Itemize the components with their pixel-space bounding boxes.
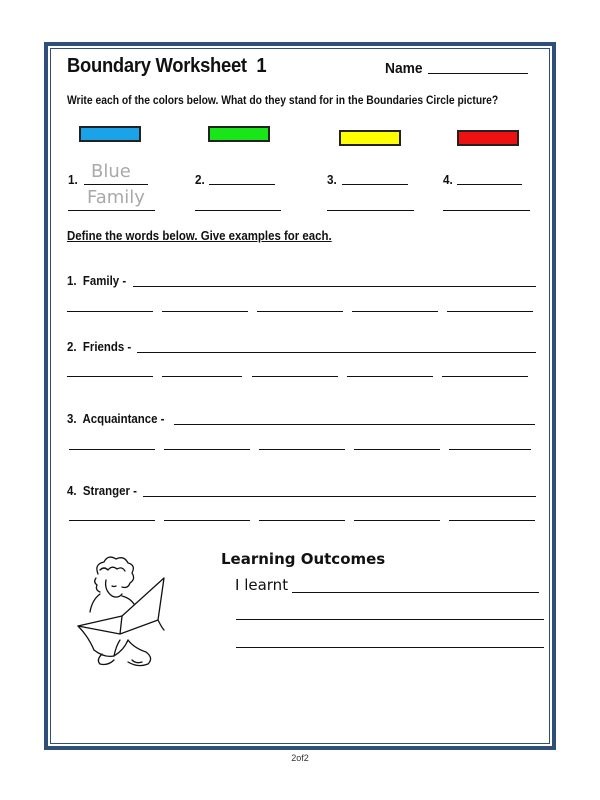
color-meaning-field-3[interactable] <box>327 210 414 211</box>
traced-answer-meaning-1: Family <box>87 187 145 208</box>
child-reading-illustration <box>72 556 182 668</box>
name-label: Name <box>385 60 423 77</box>
example-field-family-2[interactable] <box>162 311 248 312</box>
example-field-acquaintance-2[interactable] <box>164 449 250 450</box>
example-field-family-5[interactable] <box>447 311 533 312</box>
color-number-1: 1. <box>68 172 78 187</box>
color-instructions: Write each of the colors below. What do they stand for in the Boundaries Circle picture? <box>67 93 499 107</box>
learning-outcomes-title: Learning Outcomes <box>221 550 386 568</box>
color-swatch-red <box>457 130 519 146</box>
color-meaning-field-4[interactable] <box>443 210 530 211</box>
learning-outcomes-prompt: I learnt <box>235 576 289 594</box>
color-answer-field-4[interactable] <box>457 184 522 185</box>
color-answer-field-2[interactable] <box>209 184 275 185</box>
definition-field-acquaintance[interactable] <box>174 424 535 425</box>
color-swatch-yellow <box>339 130 401 146</box>
example-field-family-1[interactable] <box>67 311 153 312</box>
color-meaning-field-1[interactable] <box>68 210 155 211</box>
word-label-friends: 2. Friends - <box>67 339 132 354</box>
example-field-family-4[interactable] <box>352 311 438 312</box>
definition-field-family[interactable] <box>133 286 536 287</box>
example-field-acquaintance-3[interactable] <box>259 449 345 450</box>
color-swatch-blue <box>79 126 141 142</box>
example-field-friends-3[interactable] <box>252 376 338 377</box>
example-field-stranger-2[interactable] <box>164 520 250 521</box>
definition-field-stranger[interactable] <box>143 496 536 497</box>
definition-field-friends[interactable] <box>137 352 536 353</box>
learning-outcome-field-3[interactable] <box>236 647 544 648</box>
color-number-2: 2. <box>195 172 205 187</box>
child-reading-icon <box>72 556 182 668</box>
example-field-friends-4[interactable] <box>347 376 433 377</box>
page-number: 2of2 <box>291 753 309 763</box>
example-field-stranger-4[interactable] <box>354 520 440 521</box>
word-label-stranger: 4. Stranger - <box>67 483 137 498</box>
color-meaning-field-2[interactable] <box>195 210 281 211</box>
color-answer-field-1[interactable] <box>84 184 148 185</box>
word-label-family: 1. Family - <box>67 273 127 288</box>
color-answer-field-3[interactable] <box>342 184 408 185</box>
color-number-3: 3. <box>327 172 337 187</box>
example-field-friends-5[interactable] <box>442 376 528 377</box>
example-field-stranger-1[interactable] <box>69 520 155 521</box>
name-field[interactable] <box>428 73 528 74</box>
example-field-friends-2[interactable] <box>162 376 242 377</box>
example-field-friends-1[interactable] <box>67 376 153 377</box>
example-field-acquaintance-1[interactable] <box>69 449 155 450</box>
color-number-4: 4. <box>443 172 453 187</box>
learning-outcome-field-1[interactable] <box>292 592 539 593</box>
worksheet-title: Boundary Worksheet 1 <box>67 55 267 77</box>
word-label-acquaintance: 3. Acquaintance - <box>67 411 165 426</box>
example-field-stranger-3[interactable] <box>259 520 345 521</box>
example-field-acquaintance-4[interactable] <box>354 449 440 450</box>
example-field-acquaintance-5[interactable] <box>449 449 531 450</box>
traced-answer-color-1: Blue <box>91 161 131 182</box>
define-heading: Define the words below. Give examples for each. <box>67 228 332 243</box>
example-field-stranger-5[interactable] <box>449 520 535 521</box>
learning-outcome-field-2[interactable] <box>236 619 544 620</box>
example-field-family-3[interactable] <box>257 311 343 312</box>
color-swatch-green <box>208 126 270 142</box>
